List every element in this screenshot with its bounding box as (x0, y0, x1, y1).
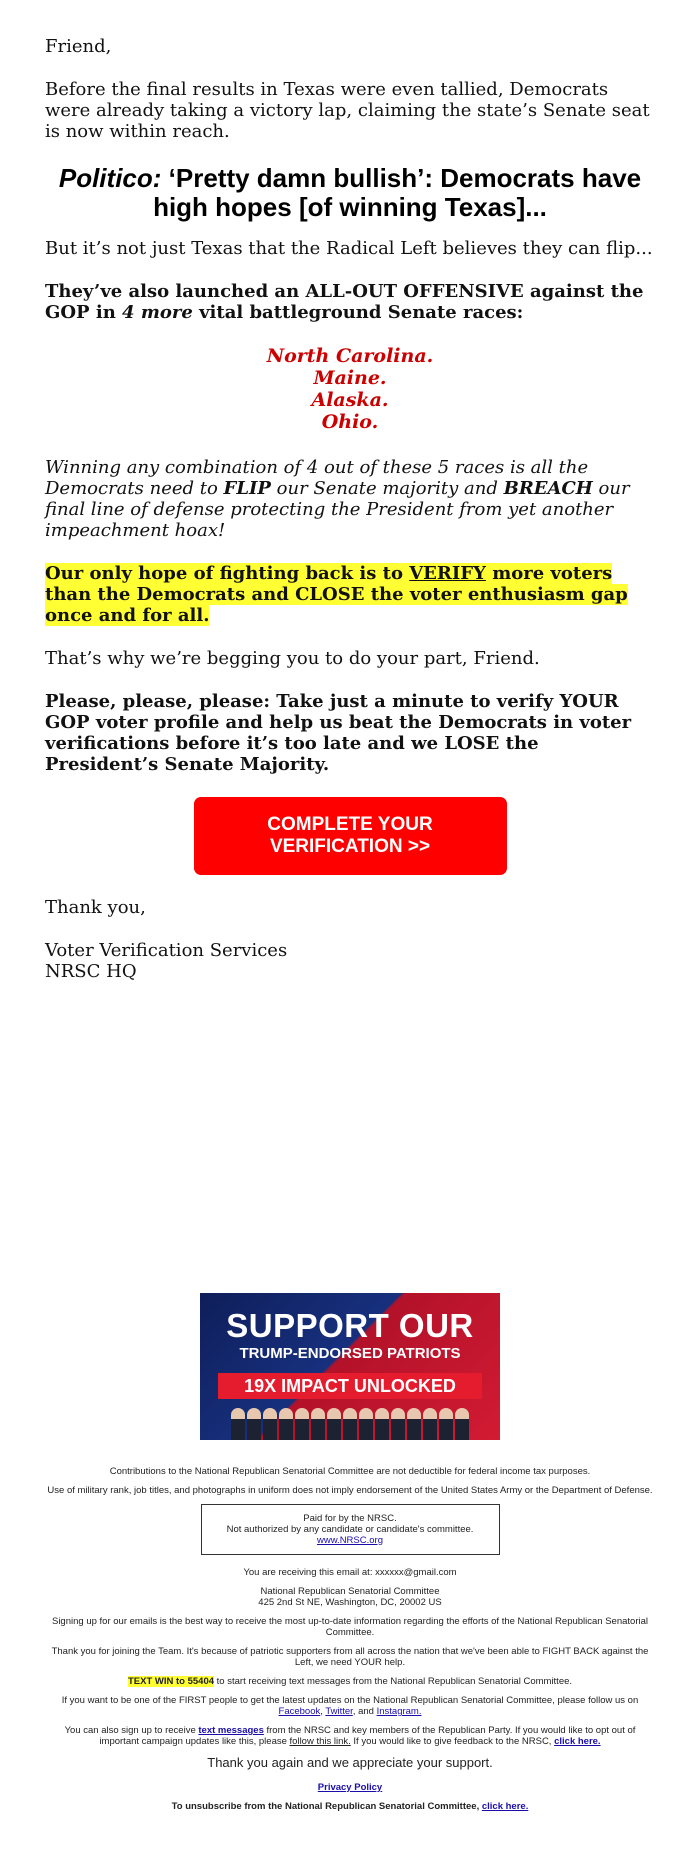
battleground-states (45, 345, 655, 433)
unsubscribe-link[interactable]: click here. (481, 1801, 529, 1812)
paid-for-line: Paid for by the NRSC. (303, 1513, 397, 1524)
twitter-link[interactable]: Twitter (325, 1706, 353, 1717)
complete-verification-button[interactable]: COMPLETE YOUR VERIFICATION >> (194, 797, 507, 875)
thanks-again: Thank you again and we appreciate your support. (207, 1755, 493, 1770)
text-messages-link[interactable]: text messages (198, 1725, 264, 1736)
military-notice: Use of military rank, job titles, and photographs in uniform does not imply endorsement of the United States Army or the Department of Defense. (47, 1485, 653, 1496)
not-authorized-line: Not authorized by any candidate or candidate's committee. (226, 1524, 474, 1535)
signoff: Thank you, (45, 897, 146, 918)
privacy-row (0, 1782, 700, 1793)
state-north-carolina: North Carolina. (266, 345, 434, 367)
offensive-paragraph: They’ve also launched an ALL-OUT OFFENSIVE against the GOP in 4 more vital battleground Senate races: (45, 281, 644, 323)
signature-line-1: Voter Verification Services (45, 940, 288, 961)
feedback-link[interactable]: click here. (554, 1736, 601, 1747)
state-ohio: Ohio. (321, 411, 379, 433)
opt-out-notice: You can also sign up to receive text messages from the NRSC and key members of the Republican Party. If you would like to opt out of important campaign updates like this, please follow this link. If you would like to give feedback to the NRSC, click here. (64, 1725, 636, 1747)
banner-line-2: TRUMP-ENDORSED PATRIOTS (239, 1345, 461, 1362)
email-body (45, 0, 655, 982)
headline-text: ‘Pretty damn bullish’: Democrats have high hopes [of winning Texas]... (153, 163, 642, 222)
intro-paragraph: Before the final results in Texas were even tallied, Democrats were already taking a victory lap, claiming the state’s Senate seat is now within reach. (45, 79, 650, 142)
text-win-highlight: TEXT WIN to 55404 (127, 1676, 215, 1687)
support-patriots-banner[interactable] (200, 1293, 500, 1440)
banner-line-3: 19X IMPACT UNLOCKED (218, 1373, 482, 1399)
please-paragraph: Please, please, please: Take just a minute to verify YOUR GOP voter profile and help us beat the Democrats in voter verifications before it’s too late and we LOSE the President’s Senate Majority. (45, 691, 632, 775)
banner-line-1: SUPPORT OUR (226, 1307, 474, 1344)
state-alaska: Alaska. (311, 389, 389, 411)
greeting: Friend, (45, 36, 112, 57)
begging-paragraph: That’s why we’re begging you to do your part, Friend. (45, 648, 540, 669)
signature (45, 940, 655, 982)
candidates-group-photo (200, 1400, 500, 1440)
signature-line-2: NRSC HQ (45, 961, 137, 982)
state-maine: Maine. (313, 367, 387, 389)
receiving-email-notice: You are receiving this email at: xxxxxx@gmail.com (243, 1567, 457, 1578)
nrsc-website-link[interactable]: www.NRSC.org (317, 1535, 383, 1546)
unsubscribe-row: To unsubscribe from the National Republican Senatorial Committee, click here. (171, 1801, 529, 1812)
instagram-link[interactable]: Instagram. (376, 1706, 422, 1717)
headline-source: Politico: (58, 163, 162, 193)
flip-paragraph: But it’s not just Texas that the Radical Left believes they can flip... (45, 238, 653, 259)
organization-address: National Republican Senatorial Committee 425 2nd St NE, Washington, DC, 20002 US (258, 1586, 442, 1608)
facebook-link[interactable]: Facebook (278, 1706, 321, 1717)
paid-for-box (201, 1504, 500, 1555)
follow-us-notice: If you want to be one of the FIRST people to get the latest updates on the National Republican Senatorial Committee, please follow us on Facebook, Twitter, and Instagram. (61, 1695, 639, 1717)
signup-notice: Signing up for our emails is the best way to receive the most up-to-date information regarding the efforts of the National Republican Senatorial Committee. (51, 1616, 649, 1638)
hope-paragraph: Our only hope of fighting back is to VERIFY more voters than the Democrats and CLOSE the voter enthusiasm gap once and for all. (45, 563, 628, 626)
email-footer (0, 1466, 700, 1820)
thank-you-team-notice: Thank you for joining the Team. It's because of patriotic supporters from all across the nation that we've been able to FIGHT BACK against the Left, we need YOUR help. (51, 1646, 649, 1668)
privacy-policy-link[interactable]: Privacy Policy (317, 1782, 383, 1793)
opt-out-link[interactable]: follow this link. (289, 1736, 351, 1747)
politico-headline (45, 164, 655, 222)
winning-paragraph: Winning any combination of 4 out of these 5 races is all the Democrats need to FLIP our Senate majority and BREACH our final line of defense protecting the President from yet another impeachment hoax! (45, 457, 630, 541)
cta-row (45, 797, 655, 875)
deductible-notice: Contributions to the National Republican Senatorial Committee are not deductible for federal income tax purposes. (109, 1466, 591, 1477)
text-win-notice: TEXT WIN to 55404 to start receiving text messages from the National Republican Senatorial Committee. (127, 1676, 573, 1687)
